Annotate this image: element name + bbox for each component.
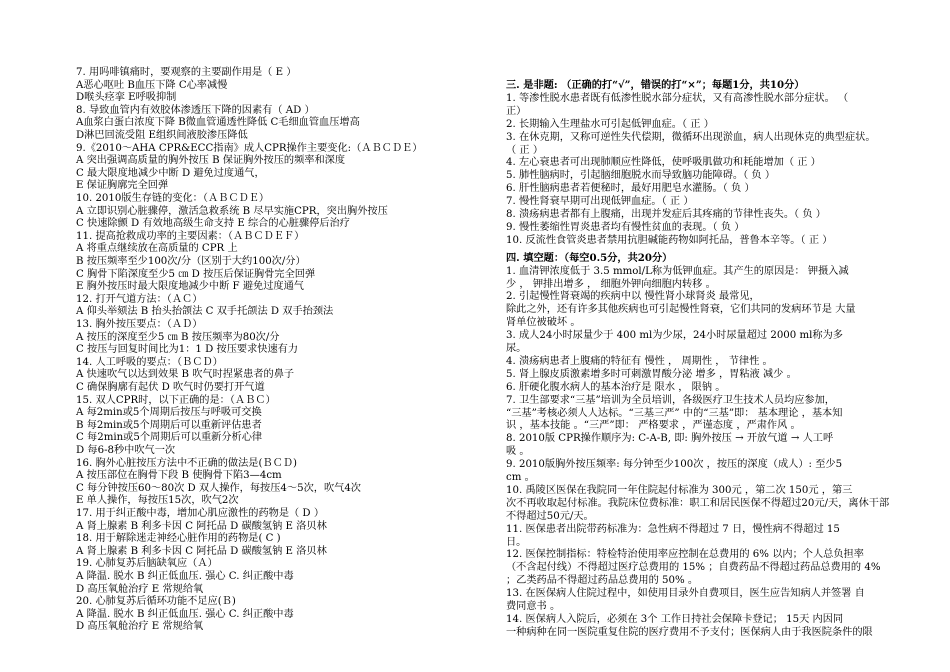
left-text-line: A 降温. 脱水 B 纠正低血压. 强心 C. 纠正酸中毒 (76, 571, 294, 582)
left-text-line: A血浆白蛋白浓度下降 B微血管通透性降低 C毛细血管血压增高 (76, 117, 360, 129)
right-text-line: 费同意书 。 (506, 601, 561, 612)
right-text-line: 13. 在医保病人住院过程中，如使用目录外自费项目，医生应告知病人并签署 自 (506, 588, 865, 600)
right-text-line: 10. 反流性食管炎患者禁用抗胆碱能药物如阿托品，普鲁本辛等。（ 正 ） (506, 234, 833, 246)
left-text-line: A 按压的深度至少5 ㎝ B 按压频率为80次/分 (76, 331, 280, 343)
right-text-line: 5. 肺性脑病时，引起脑细胞脱水而导致脑功能障碍。（ 负 ） (506, 170, 776, 182)
right-text-line: 10. 禹陵区医保在我院同一年住院起付标准为 300元 ，第二次 150元 ，第三 (506, 484, 853, 496)
right-text-line: 8. 2010版 CPR操作顺序为: C-A-B, 即: 胸外按压 → 开放气道 → 人工呼 (506, 433, 834, 445)
left-text-line: E 保证胸廓完全回弹 (76, 180, 169, 192)
right-text-line: 一种病种在同一医院重复住院的医疗费用不予支付；医保病人由于我医院条件的限 (506, 626, 873, 638)
right-text-line: 4. 左心衰患者可出现肺顺应性降低，使呼吸肌做功和耗能增加（ 正 ） (506, 157, 821, 169)
left-text-line: 20. 心肺复苏后循环功能不足应(Ｂ) (76, 596, 236, 608)
left-text-line: A 快速吹气以达到效果 B 吹气时捏紧患者的鼻子 (76, 369, 295, 381)
left-text-line: 13. 胸外按压要点：（ＡＤ） (76, 319, 203, 330)
left-text-line: 19. 心肺复苏后脑缺氧应（Ａ） (76, 558, 218, 570)
left-text-line: 14. 人工呼吸的要点：（ＢＣＤ） (76, 356, 223, 368)
right-text-line: 肾单位被破坏 。 (506, 317, 581, 329)
left-text-line: A 肾上腺素 B 利多卡因 C 阿托品 D 碳酸氢钠 E 洛贝林 (76, 545, 327, 557)
right-text-line: 5. 肾上腺皮质激素增多时可刺激胃酸分泌 增多 ，胃粘液 减少 。 (506, 368, 797, 380)
left-text-line: B 每2min或5个周期后可以重新评估患者 (76, 419, 262, 431)
left-text-line: 15. 双人CPR时，以下正确的是：（ＡＢＣ） (76, 394, 276, 406)
right-text-line: 12. 医保控制指标：特检特治使用率应控制在总费用的 6% 以内；个人总负担率 (506, 549, 864, 561)
left-text-line: 9.《2010～AHA CPR&ECC指南》成人CPR操作主要变化:（ＡＢＣＤＥ） (76, 142, 423, 154)
left-text-line: A 每2min或5个周期后按压与呼吸可交换 (76, 407, 262, 419)
right-text-line: （不含起付线）不得超过医疗总费用的 15% ；自费药品不得超过药品总费用的 4% (506, 562, 881, 574)
right-text-line: 三. 是非题: （正确的打“√”，错误的打“×”；每题1分，共10分） (506, 79, 805, 91)
right-text-line: 1. 血清钾浓度低于 3.5 mmol/L称为低钾血症。其产生的原因是： 钾摄入减 (506, 265, 849, 277)
left-text-line: A 立即识别心脏骤停，激活急救系统 B 尽早实施CPR，突出胸外按压 (76, 205, 388, 217)
right-text-line: 1. 等渗性脱水患者既有低渗性脱水部分症状，又有高渗性脱水部分症状。 （ (506, 92, 849, 104)
right-text-line: 不得超过50元/天。 (506, 510, 594, 522)
right-text-line: 9. 2010版胸外按压频率: 每分钟至少100次 ，按压的深度（成人）: 至少5 (506, 459, 843, 471)
right-text-line: 2. 长期输入生理盐水可引起低钾血症。（ 正 ） (506, 118, 714, 130)
left-text-line: C 快速除颤 D 有效地高级生命支持 E 综合的心脏骤停后治疗 (76, 218, 350, 230)
right-text-line: 3. 成人24小时尿量少于 400 ml为少尿，24小时尿量超过 2000 ml称为多 (506, 330, 843, 342)
right-text-line: 2. 引起慢性肾衰竭的疾病中以 慢性肾小球肾炎 最常见， (506, 291, 760, 303)
right-text-line: 9. 慢性萎缩性胃炎患者均有慢性贫血的表现。（ 负 ） (506, 221, 745, 233)
left-text-line: C 最大限度地减少中断 D 避免过度通气， (76, 167, 265, 179)
right-text-line: （ 正 ） (506, 144, 544, 156)
right-text-line: 四. 填空题：（每空0.5分，共20分） (506, 251, 673, 264)
right-text-line: ；乙类药品不得超过药品总费用的 50% 。 (506, 575, 699, 587)
left-text-line: B 按压频率至少100次/分（区别于大约100次/分） (76, 256, 306, 267)
left-text-line: A恶心呕吐 B血压下降 C心率减慢 (76, 79, 228, 91)
right-text-line: 吸 。 (506, 446, 530, 458)
left-text-line: C 每分钟按压60～80次 D 双人操作，每按压4～5次，吹气4次 (76, 482, 361, 494)
right-text-line: 尿。 (506, 343, 527, 354)
left-text-line: C 胸骨下陷深度至少5 ㎝ D 按压后保证胸骨完全回弹 (76, 268, 316, 280)
right-text-line: 7. 慢性肾衰早期可出现低钾血症。（ 正 ） (506, 196, 694, 208)
left-text-line: 18. 用于解除迷走神经心脏作用的药物是( C ) (76, 533, 281, 545)
right-text-line: 14. 医保病人入院后，必须在 3个 工作日持社会保障卡登记； 15天 内因同 (506, 613, 844, 625)
left-text-line: A 按压部位在胸骨下段 B 使胸骨下陷3—4cm (76, 470, 282, 482)
right-text-line: 8. 溃疡病患者都有上腹痛，出现并发症后其疼痛的节律性丧失。（ 负 ） (506, 209, 826, 220)
left-text-line: E 胸外按压时最大限度地减少中断 F 避免过度通气 (76, 281, 304, 293)
right-text-line: 4. 溃疡病患者上腹痛的特征有 慢性 ， 周期性 ， 节律性 。 (506, 355, 773, 367)
left-text-line: D 每6-8秒中吹气一次 (76, 445, 176, 456)
right-text-line: cm 。 (506, 472, 535, 483)
right-text-line: 识 ，基本技能 。“三严”即： 严格要求 ，严谨态度 ，严肃作风 。 (506, 420, 801, 432)
left-text-line: A 肾上腺素 B 利多卡因 C 阿托品 D 碳酸氢钠 E 洛贝林 (76, 520, 327, 532)
right-text-line: “三基”考核必须人人达标。“三基三严” 中的“三基”即： 基本理论 ，基本知 (506, 407, 843, 419)
left-text-line: 16. 胸外心脏按压方法中不正确的做法是(ＢＣＤ) (76, 457, 297, 469)
left-text-line: D喉头痉挛 E呼吸抑制 (76, 92, 177, 104)
right-text-line: 正） (506, 105, 527, 117)
right-text-line: 日。 (506, 536, 527, 548)
left-text-line: 8. 导致血管内有效胶体渗透压下降的因素有（ AD ） (76, 104, 315, 116)
right-text-line: 6. 肝性脑病患者若便秘时，最好用肥皂水灌肠。（ 负 ） (506, 183, 755, 195)
left-text-line: C 按压与回复时间比为1：1 D 按压要求快速有力 (76, 344, 299, 356)
left-text-line: 7. 用吗啡镇痛时，要观察的主要副作用是（ E ） (76, 67, 297, 78)
left-text-line: 10. 2010版生存链的变化：（ＡＢＣＤＥ） (76, 193, 270, 204)
left-text-line: A 降温. 脱水 B 纠正低血压. 强心 C. 纠正酸中毒 (76, 608, 294, 620)
left-text-line: C 每2min或5个周期后可以重新分析心律 (76, 432, 263, 444)
left-text-line: A 将重点继续放在高质量的 CPR 上 (76, 243, 238, 255)
left-text-line: 17. 用于纠正酸中毒，增加心肌应激性的药物是（ D ） (76, 508, 325, 519)
right-text-line: 6. 肝硬化腹水病人的基本治疗是 限水 ， 限钠 。 (506, 381, 726, 393)
left-text-line: D 高压氧舱治疗 E 常规给氧 (76, 583, 204, 595)
left-text-line: D 高压氧舱治疗 E 常规给氧 (76, 621, 204, 633)
right-text-line: 11. 医保患者出院带药标准为：急性病不得超过 7 日，慢性病不得超过 15 (506, 523, 840, 535)
left-text-line: A 突出强调高质量的胸外按压 B 保证胸外按压的频率和深度 (76, 155, 346, 167)
left-text-line: E 单人操作，每按压15次，吹气2次 (76, 495, 239, 507)
right-text-line: 3. 在休克期，又称可逆性失代偿期，微循环出现淤血，病人出现休克的典型症状。 (506, 131, 876, 143)
left-text-line: D淋巴回流受阻 E组织间液胶渗压降低 (76, 130, 248, 141)
left-text-line: C 确保胸廓有起伏 D 吹气时仍要打开气道 (76, 382, 265, 393)
right-text-line: 7. 卫生部要求“三基”培训为全员培训，各级医疗卫生技术人员均应参加， (506, 394, 835, 406)
left-text-line: 12. 打开气道方法：（ＡＣ） (76, 293, 203, 305)
right-text-line: 次不再收取起付标准。我院床位费标准：职工和居民医保不得超过20元/天，离休干部 (506, 497, 890, 509)
left-text-line: 11. 提高抢救成功率的主要因素：（ＡＢＣＤＥＦ） (76, 230, 305, 242)
right-text-line: 少 ， 钾排出增多 ， 细胞外钾向细胞内转移 。 (506, 278, 716, 290)
left-text-line: A 仰头举颏法 B 抬头抬颌法 C 双手托颌法 D 双手抬颈法 (76, 306, 334, 318)
right-text-line: 除此之外，还有许多其他疾病也可引起慢性肾衰，它们共同的发病环节是 大量 (506, 304, 856, 316)
